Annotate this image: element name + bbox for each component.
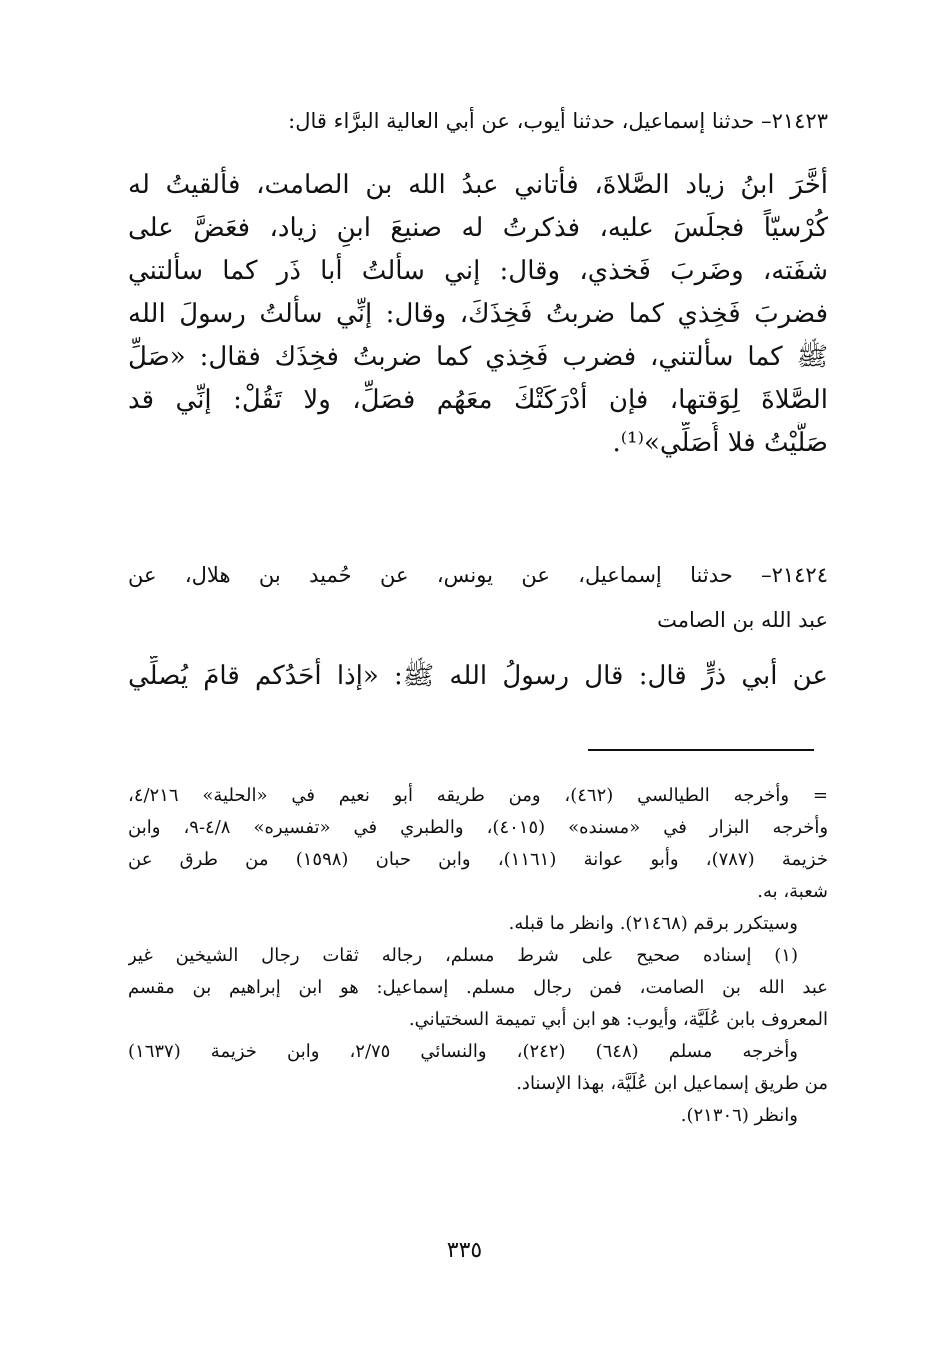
footnote-line: عبد الله بن الصامت، فمن رجال مسلم. إسماعيل: هو ابن إبراهيم بن مقسم [128,977,828,998]
matn-line: الصَّلاةَ لِوَقتها، فإن أدْرَكَتْكَ معَهُم فصَلِّ، ولا تَقُلْ: إنِّي قد [128,385,828,415]
matn-line: صَلَّيْتُ فلا أُصَلِّي»⁽¹⁾. [612,428,828,458]
hadith-2423-sanad [128,106,828,137]
matn-line: كُرْسيّاً فجلَسَ عليه، فذكرتُ له صنيعَ ابنِ زياد، فعَضَّ على [128,213,828,243]
page-number: ٣٣٥ [446,1238,483,1263]
footnote-continuation [128,780,828,908]
footnote-line: خزيمة (٧٨٧)، وأبو عوانة (١١٦١)، وابن حبان (١٥٩٨) من طرق عن [128,849,828,870]
hadith-2424-sanad [128,560,828,636]
footnote-line: وسيتكرر برقم (٢١٤٦٨). وانظر ما قبله. [508,913,798,934]
footnote-line: (١) إسناده صحيح على شرط مسلم، رجاله ثقات رجال الشيخين غير [128,945,798,966]
footnote-line: وأخرجه مسلم (٦٤٨) (٢٤٢)، والنسائي ٢/٧٥، وابن خزيمة (١٦٣٧) [128,1041,798,1062]
sanad-line: ٢١٤٢٤– حدثنا إسماعيل، عن يونس، عن حُميد بن هلال، عن [128,563,828,587]
footnotes [128,780,828,1132]
matn-line: عن أبي ذرٍّ قال: قال رسولُ الله ﷺ: «إذا أحَدُكم قامَ يُصلِّي [128,661,828,691]
sanad-line: عبد الله بن الصامت [657,608,828,632]
footnote-line: وانظر (٢١٣٠٦). [680,1105,798,1126]
footnote-line: المعروف بابن عُلَيَّة، وأيوب: هو ابن أبي تميمة السختياني. [408,1009,828,1030]
footnote-line: وأخرجه البزار في «مسنده» (٤٠١٥)، والطبري في «تفسيره» ٤/٨-٩، وابن [128,817,828,838]
matn-line: ﷺ كما سألتني، فضرب فَخِذي كما ضربتُ فخِذَك فقال: «صَلِّ [128,342,828,372]
footnote-line: شعبة، به. [757,881,828,902]
footnote-1 [128,940,828,1036]
footnote-line: من طريق إسماعيل ابن عُلَيَّة، بهذا الإسناد. [516,1073,828,1094]
matn-line: فضربَ فَخِذي كما ضربتُ فَخِذَكَ، وقال: إنِّي سألتُ رسولَ الله [128,299,828,329]
matn-line: شفَته، وضَربَ فَخذي، وقال: إني سألتُ أبا ذَر كما سألتني [128,256,828,286]
footnote-1-sources [128,1036,828,1100]
matn-line: أخَّرَ ابنُ زياد الصَّلاةَ، فأتاني عبدُ الله بن الصامت، فألقيتُ له [128,170,828,200]
footnote-line: = وأخرجه الطيالسي (٤٦٢)، ومن طريقه أبو نعيم في «الحلية» ٤/٢١٦، [128,785,828,806]
hadith-2423-matn [128,164,828,465]
hadith-2424-matn [128,656,828,696]
sanad-line: ٢١٤٢٣– حدثنا إسماعيل، حدثنا أيوب، عن أبي العالية البرَّاء قال: [288,109,828,133]
footnote-cross-reference [128,908,828,940]
footnote-separator [588,749,814,751]
footnote-see-also [128,1100,828,1132]
